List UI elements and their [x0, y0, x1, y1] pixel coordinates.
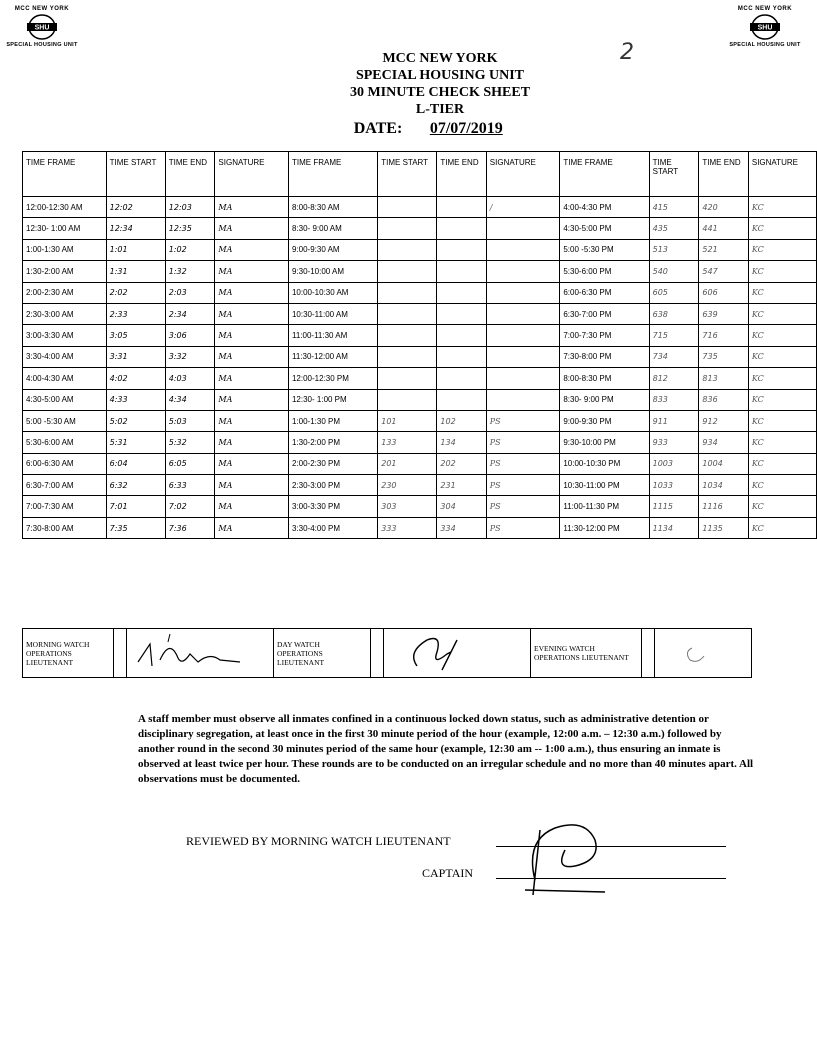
time-end-cell: [437, 346, 486, 367]
date-value: 07/07/2019: [429, 120, 503, 137]
time-start-cell: 5:31: [106, 432, 165, 453]
time-frame-cell: 5:30-6:00 PM: [560, 261, 649, 282]
signature-cell: MA: [215, 197, 289, 218]
time-frame-cell: 8:00-8:30 PM: [560, 368, 649, 389]
corner-handwritten-mark: 2: [620, 40, 634, 65]
signature-cell: [486, 325, 560, 346]
time-frame-cell: 8:30- 9:00 PM: [560, 389, 649, 410]
time-frame-cell: 4:30-5:00 PM: [560, 218, 649, 239]
time-frame-cell: 2:30-3:00 PM: [288, 475, 377, 496]
signature-scribble: [658, 632, 738, 672]
time-frame-cell: 6:00-6:30 PM: [560, 282, 649, 303]
column-header: SIGNATURE: [215, 152, 289, 197]
time-start-cell: [378, 368, 437, 389]
time-end-cell: 5:03: [165, 410, 215, 431]
time-end-cell: [437, 239, 486, 260]
column-header: TIME FRAME: [288, 152, 377, 197]
signature-scribble: [387, 632, 507, 672]
time-frame-cell: 1:00-1:30 PM: [288, 410, 377, 431]
time-start-cell: 1033: [649, 475, 699, 496]
time-start-cell: 1003: [649, 453, 699, 474]
table-row: [23, 303, 817, 324]
table-row: [23, 496, 817, 517]
time-start-cell: 812: [649, 368, 699, 389]
time-end-cell: 6:33: [165, 475, 215, 496]
time-end-cell: 4:03: [165, 368, 215, 389]
signature-cell: [486, 218, 560, 239]
time-start-cell: 5:02: [106, 410, 165, 431]
time-start-cell: 605: [649, 282, 699, 303]
logo-center-text: SHU: [34, 24, 50, 32]
time-end-cell: 420: [699, 197, 748, 218]
time-end-cell: 3:06: [165, 325, 215, 346]
time-frame-cell: 10:00-10:30 AM: [288, 282, 377, 303]
time-start-cell: [378, 303, 437, 324]
time-frame-cell: 4:00-4:30 PM: [560, 197, 649, 218]
time-start-cell: 734: [649, 346, 699, 367]
day-watch-label: DAY WATCH OPERATIONS LIEUTENANT: [274, 629, 371, 678]
time-frame-cell: 6:30-7:00 AM: [23, 475, 107, 496]
time-start-cell: 333: [378, 517, 437, 538]
time-start-cell: 638: [649, 303, 699, 324]
time-frame-cell: 9:00-9:30 PM: [560, 410, 649, 431]
logo-bottom-text: SPECIAL HOUSING UNIT: [6, 42, 78, 48]
time-frame-cell: 9:30-10:00 AM: [288, 261, 377, 282]
signature-cell: MA: [215, 389, 289, 410]
time-end-cell: 2:03: [165, 282, 215, 303]
time-start-cell: 12:02: [106, 197, 165, 218]
signature-cell: KC: [748, 325, 816, 346]
time-end-cell: 334: [437, 517, 486, 538]
header-line2: SPECIAL HOUSING UNIT: [355, 68, 525, 83]
time-end-cell: 716: [699, 325, 748, 346]
time-start-cell: [378, 197, 437, 218]
time-end-cell: [437, 325, 486, 346]
time-frame-cell: 10:00-10:30 PM: [560, 453, 649, 474]
table-header-row: [23, 152, 817, 197]
time-frame-cell: 3:30-4:00 PM: [288, 517, 377, 538]
signature-cell: [486, 303, 560, 324]
evening-watch-signature: [655, 629, 752, 678]
table-body: [23, 197, 817, 539]
date-line: [290, 120, 590, 138]
signature-cell: MA: [215, 517, 289, 538]
signature-cell: MA: [215, 325, 289, 346]
signature-cell: KC: [748, 303, 816, 324]
time-start-cell: [378, 282, 437, 303]
time-end-cell: 639: [699, 303, 748, 324]
column-header: TIME START: [378, 152, 437, 197]
page-header: [290, 50, 590, 138]
time-frame-cell: 7:30-8:00 AM: [23, 517, 107, 538]
time-end-cell: 1:02: [165, 239, 215, 260]
time-end-cell: [437, 197, 486, 218]
captain-signature-line: [496, 878, 726, 879]
time-start-cell: 4:02: [106, 368, 165, 389]
time-frame-cell: 2:00-2:30 AM: [23, 282, 107, 303]
time-end-cell: 304: [437, 496, 486, 517]
time-frame-cell: 12:30- 1:00 PM: [288, 389, 377, 410]
table-row: [23, 389, 817, 410]
signature-cell: KC: [748, 432, 816, 453]
signature-cell: KC: [748, 346, 816, 367]
signature-cell: [486, 368, 560, 389]
signature-cell: [486, 239, 560, 260]
logo-right: [715, 6, 815, 48]
time-end-cell: 4:34: [165, 389, 215, 410]
time-frame-cell: 5:30-6:00 AM: [23, 432, 107, 453]
time-frame-cell: 11:00-11:30 PM: [560, 496, 649, 517]
time-start-cell: 1:01: [106, 239, 165, 260]
time-end-cell: 3:32: [165, 346, 215, 367]
signature-cell: MA: [215, 282, 289, 303]
time-frame-cell: 10:30-11:00 AM: [288, 303, 377, 324]
time-frame-cell: 11:00-11:30 AM: [288, 325, 377, 346]
signature-cell: [486, 282, 560, 303]
table-row: [23, 475, 817, 496]
time-frame-cell: 7:00-7:30 PM: [560, 325, 649, 346]
time-end-cell: 231: [437, 475, 486, 496]
time-frame-cell: 3:00-3:30 AM: [23, 325, 107, 346]
shu-emblem-icon: [747, 13, 783, 41]
time-frame-cell: 1:30-2:00 PM: [288, 432, 377, 453]
signature-cell: MA: [215, 261, 289, 282]
signature-cell: KC: [748, 368, 816, 389]
table-row: [23, 282, 817, 303]
time-end-cell: 1116: [699, 496, 748, 517]
time-end-cell: [437, 368, 486, 389]
table-row: [23, 432, 817, 453]
signature-cell: MA: [215, 410, 289, 431]
table-row: [23, 368, 817, 389]
time-end-cell: 606: [699, 282, 748, 303]
time-frame-cell: 7:00-7:30 AM: [23, 496, 107, 517]
column-header: TIME END: [699, 152, 748, 197]
signature-cell: MA: [215, 368, 289, 389]
time-start-cell: 513: [649, 239, 699, 260]
table-row: [23, 453, 817, 474]
signature-cell: [486, 261, 560, 282]
time-start-cell: 230: [378, 475, 437, 496]
time-start-cell: 201: [378, 453, 437, 474]
evening-watch-label: EVENING WATCH OPERATIONS LIEUTENANT: [531, 629, 642, 678]
time-frame-cell: 4:00-4:30 AM: [23, 368, 107, 389]
time-start-cell: 6:32: [106, 475, 165, 496]
time-end-cell: [437, 218, 486, 239]
time-start-cell: 415: [649, 197, 699, 218]
time-end-cell: 2:34: [165, 303, 215, 324]
time-frame-cell: 7:30-8:00 PM: [560, 346, 649, 367]
reviewed-label: REVIEWED BY MORNING WATCH LIEUTENANT: [186, 834, 451, 848]
time-frame-cell: 11:30-12:00 AM: [288, 346, 377, 367]
shu-emblem-icon: [24, 13, 60, 41]
time-frame-cell: 8:00-8:30 AM: [288, 197, 377, 218]
signature-cell: PS: [486, 475, 560, 496]
time-frame-cell: 9:00-9:30 AM: [288, 239, 377, 260]
time-start-cell: 4:33: [106, 389, 165, 410]
time-start-cell: 833: [649, 389, 699, 410]
time-end-cell: 912: [699, 410, 748, 431]
column-header: SIGNATURE: [748, 152, 816, 197]
time-frame-cell: 1:00-1:30 AM: [23, 239, 107, 260]
column-header: TIME START: [106, 152, 165, 197]
time-frame-cell: 12:00-12:30 AM: [23, 197, 107, 218]
time-start-cell: 933: [649, 432, 699, 453]
time-start-cell: 1:31: [106, 261, 165, 282]
time-frame-cell: 9:30-10:00 PM: [560, 432, 649, 453]
header-line1: MCC NEW YORK: [382, 51, 498, 66]
time-end-cell: 441: [699, 218, 748, 239]
time-start-cell: 2:33: [106, 303, 165, 324]
time-start-cell: [378, 325, 437, 346]
time-end-cell: 735: [699, 346, 748, 367]
time-end-cell: 7:36: [165, 517, 215, 538]
time-end-cell: 7:02: [165, 496, 215, 517]
time-start-cell: 1134: [649, 517, 699, 538]
signature-cell: MA: [215, 218, 289, 239]
time-frame-cell: 4:30-5:00 AM: [23, 389, 107, 410]
time-end-cell: [437, 389, 486, 410]
time-end-cell: 5:32: [165, 432, 215, 453]
signature-cell: KC: [748, 496, 816, 517]
time-frame-cell: 10:30-11:00 PM: [560, 475, 649, 496]
time-start-cell: 3:05: [106, 325, 165, 346]
time-end-cell: 547: [699, 261, 748, 282]
time-start-cell: 6:04: [106, 453, 165, 474]
time-end-cell: 836: [699, 389, 748, 410]
time-start-cell: 3:31: [106, 346, 165, 367]
signature-cell: PS: [486, 517, 560, 538]
table-row: [23, 325, 817, 346]
signature-cell: KC: [748, 453, 816, 474]
column-header: TIME FRAME: [560, 152, 649, 197]
date-label: DATE:: [353, 120, 403, 137]
time-start-cell: 303: [378, 496, 437, 517]
time-frame-cell: 6:00-6:30 AM: [23, 453, 107, 474]
time-frame-cell: 5:00 -5:30 AM: [23, 410, 107, 431]
time-end-cell: 202: [437, 453, 486, 474]
time-end-cell: 134: [437, 432, 486, 453]
time-frame-cell: 3:30-4:00 AM: [23, 346, 107, 367]
time-start-cell: 12:34: [106, 218, 165, 239]
time-frame-cell: 12:30- 1:00 AM: [23, 218, 107, 239]
time-start-cell: 1115: [649, 496, 699, 517]
time-frame-cell: 12:00-12:30 PM: [288, 368, 377, 389]
time-end-cell: 521: [699, 239, 748, 260]
signature-cell: [486, 389, 560, 410]
time-end-cell: 813: [699, 368, 748, 389]
time-start-cell: 540: [649, 261, 699, 282]
table-row: [23, 197, 817, 218]
time-frame-cell: 6:30-7:00 PM: [560, 303, 649, 324]
table-row: [23, 517, 817, 538]
signature-cell: KC: [748, 197, 816, 218]
time-start-cell: [378, 218, 437, 239]
morning-watch-signature: [127, 629, 274, 678]
header-line4: L-TIER: [415, 102, 465, 117]
signature-cell: MA: [215, 303, 289, 324]
time-end-cell: [437, 261, 486, 282]
signature-cell: KC: [748, 218, 816, 239]
time-end-cell: 1:32: [165, 261, 215, 282]
signature-cell: KC: [748, 261, 816, 282]
header-line3: 30 MINUTE CHECK SHEET: [349, 85, 531, 100]
signature-cell: MA: [215, 239, 289, 260]
time-frame-cell: 8:30- 9:00 AM: [288, 218, 377, 239]
logo-top-text: MCC NEW YORK: [737, 6, 793, 12]
time-start-cell: [378, 389, 437, 410]
time-start-cell: 435: [649, 218, 699, 239]
time-end-cell: 934: [699, 432, 748, 453]
signature-cell: KC: [748, 239, 816, 260]
column-header: TIME END: [437, 152, 486, 197]
time-frame-cell: 1:30-2:00 AM: [23, 261, 107, 282]
time-end-cell: 12:35: [165, 218, 215, 239]
time-frame-cell: 3:00-3:30 PM: [288, 496, 377, 517]
signature-cell: KC: [748, 517, 816, 538]
table-row: [23, 346, 817, 367]
time-frame-cell: 2:30-3:00 AM: [23, 303, 107, 324]
logo-center-text: SHU: [757, 24, 773, 32]
signature-cell: KC: [748, 282, 816, 303]
time-end-cell: 1004: [699, 453, 748, 474]
lieutenant-sign-table: [22, 628, 752, 678]
table-row: [23, 218, 817, 239]
logo-bottom-text: SPECIAL HOUSING UNIT: [729, 42, 801, 48]
time-start-cell: 7:01: [106, 496, 165, 517]
time-start-cell: [378, 261, 437, 282]
signature-scribble: [130, 632, 260, 672]
time-end-cell: 1135: [699, 517, 748, 538]
day-watch-signature: [384, 629, 531, 678]
time-start-cell: 7:35: [106, 517, 165, 538]
logo-left: [0, 6, 92, 48]
time-start-cell: [378, 346, 437, 367]
time-frame-cell: 5:00 -5:30 PM: [560, 239, 649, 260]
logo-top-text: MCC NEW YORK: [14, 6, 70, 12]
time-start-cell: 715: [649, 325, 699, 346]
time-end-cell: [437, 282, 486, 303]
signature-cell: KC: [748, 410, 816, 431]
time-start-cell: 911: [649, 410, 699, 431]
column-header: SIGNATURE: [486, 152, 560, 197]
time-start-cell: 101: [378, 410, 437, 431]
morning-watch-label: MORNING WATCH OPERATIONS LIEUTENANT: [23, 629, 114, 678]
check-table: [22, 151, 817, 539]
policy-note: A staff member must observe all inmates confined in a continuous locked down status, such as administrative detention or disciplinary segregation, at least once in the first 30 minute period of the hour (example, 12:00 a.m. – 12:30 a.m.) followed by another round in the second 30 minutes period of the same hour (example, 12:30 am -- 1:00 a.m.), thus ensuring an inmate is observed at least twice per hour. These rounds are to be conducted on an irregular schedule and no more than 40 minutes apart. All observations must be documented.: [138, 713, 754, 785]
table-row: [23, 239, 817, 260]
captain-label: CAPTAIN: [422, 866, 474, 880]
time-end-cell: 102: [437, 410, 486, 431]
signature-cell: PS: [486, 453, 560, 474]
time-frame-cell: 11:30-12:00 PM: [560, 517, 649, 538]
column-header: TIME FRAME: [23, 152, 107, 197]
time-end-cell: 6:05: [165, 453, 215, 474]
signature-cell: MA: [215, 346, 289, 367]
signature-cell: /: [486, 197, 560, 218]
signature-cell: MA: [215, 496, 289, 517]
signature-cell: MA: [215, 475, 289, 496]
time-frame-cell: 2:00-2:30 PM: [288, 453, 377, 474]
table-row: [23, 261, 817, 282]
table-row: [23, 410, 817, 431]
signature-cell: KC: [748, 475, 816, 496]
signature-cell: PS: [486, 496, 560, 517]
time-start-cell: 133: [378, 432, 437, 453]
column-header: TIME START: [649, 152, 699, 197]
time-end-cell: 12:03: [165, 197, 215, 218]
signature-cell: [486, 346, 560, 367]
time-end-cell: 1034: [699, 475, 748, 496]
signature-cell: PS: [486, 410, 560, 431]
signature-cell: MA: [215, 432, 289, 453]
time-start-cell: [378, 239, 437, 260]
time-end-cell: [437, 303, 486, 324]
time-start-cell: 2:02: [106, 282, 165, 303]
signature-cell: KC: [748, 389, 816, 410]
column-header: TIME END: [165, 152, 215, 197]
reviewer-signature: [505, 800, 625, 900]
signature-cell: PS: [486, 432, 560, 453]
signature-cell: MA: [215, 453, 289, 474]
